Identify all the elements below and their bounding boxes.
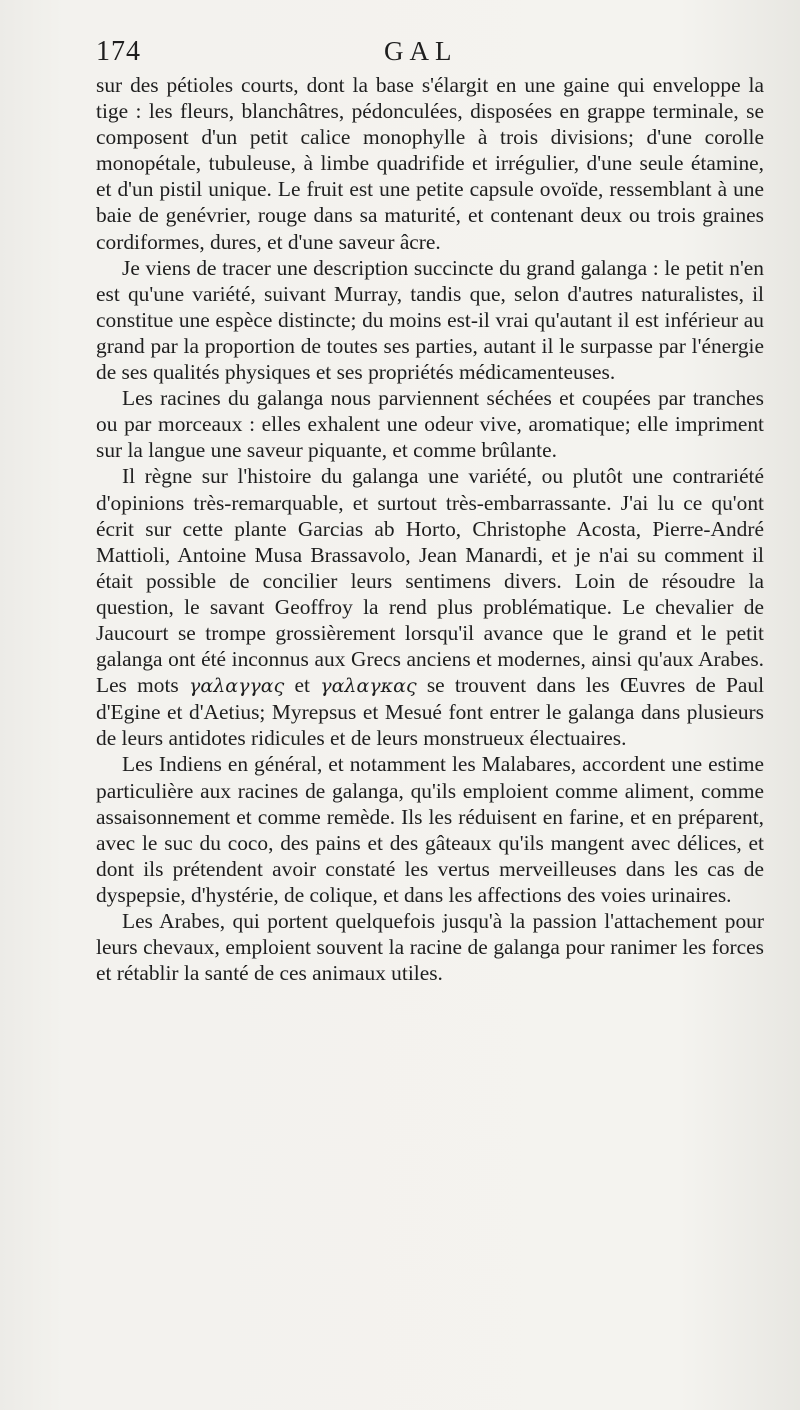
body-text [96, 72, 764, 986]
paragraph-6: Les Arabes, qui portent quelquefois jusqu'à la passion l'attachement pour leurs chevaux, emploient souvent la racine de galanga pour ranimer les forces et rétablir la santé de ces animaux utiles. [96, 909, 764, 986]
greek-word-1: γαλαγγας [189, 675, 285, 698]
paragraph-4-text: Il règne sur l'histoire du galanga une variété, ou plutôt une contrariété d'opinions très-remarquable, et surtout très-embarrassante. J'ai lu ce qu'ont écrit sur cette plante Garcias ab Horto, Christophe Acosta, Pierre-André Mattioli, Antoine Musa Brassavolo, Jean Manardi, et je n'ai su comment il était possible de concilier leurs sentimens divers. Loin de résoudre la question, le savant Geoffroy la rend plus problématique. Le chevalier de Jaucourt se trompe grossièrement lorsqu'il avance que le grand et le petit galanga ont été inconnus aux Grecs anciens et modernes, ainsi qu'aux Arabes. Les mots [96, 464, 764, 698]
greek-word-2: γαλαγκας [320, 675, 417, 698]
page-header [96, 36, 760, 70]
page-number: 174 [96, 36, 141, 67]
paragraph-4 [96, 463, 764, 751]
paragraph-2: Je viens de tracer une description succincte du grand galanga : le petit n'en est qu'une variété, suivant Murray, tandis que, selon d'autres naturalistes, il constitue une espèce distincte; du moins est-il vrai qu'autant il est inférieur au grand par la proportion de toutes ses parties, autant il le surpasse par l'énergie de ses qualités physiques et ses propriétés médicamenteuses. [96, 255, 764, 385]
paragraph-4-conjunction: et [294, 673, 310, 698]
paragraph-1: sur des pétioles courts, dont la base s'élargit en une gaine qui enveloppe la tige : les fleurs, blanchâtres, pédonculées, disposées en grappe terminale, se composent d'un petit calice monophylle à trois divisions; d'une corolle monopétale, tubuleuse, à limbe quadrifide et irrégulier, d'une seule étamine, et d'un pistil unique. Le fruit est une petite capsule ovoïde, ressemblant à une baie de genévrier, rouge dans sa maturité, et contenant deux ou trois graines cordiformes, dures, et d'une saveur âcre. [96, 73, 764, 254]
running-head: GAL [384, 36, 458, 66]
paragraph-3: Les racines du galanga nous parviennent séchées et coupées par tranches ou par morceaux : elles exhalent une odeur vive, aromatique; elle impriment sur la langue une saveur piquante, et comme brûlante. [96, 386, 764, 463]
paragraph-5: Les Indiens en général, et notamment les Malabares, accordent une estime particulière aux racines de galanga, qu'ils emploient comme aliment, comme assaisonnement et comme remède. Ils les réduisent en farine, et en préparent, avec le suc du coco, des pains et des gâteaux qu'ils mangent avec délices, et dont ils prétendent avoir constaté les vertus merveilleuses dans les cas de dyspepsie, d'hystérie, de colique, et dans les affections des voies urinaires. [96, 752, 764, 907]
paragraph-4-tail: se trouvent dans les Œuvres de Paul d'Egine et d'Aetius; Myrepsus et Mesué font entrer le galanga dans plusieurs de leurs antidotes ridicules et de leurs monstrueux électuaires. [96, 673, 765, 751]
